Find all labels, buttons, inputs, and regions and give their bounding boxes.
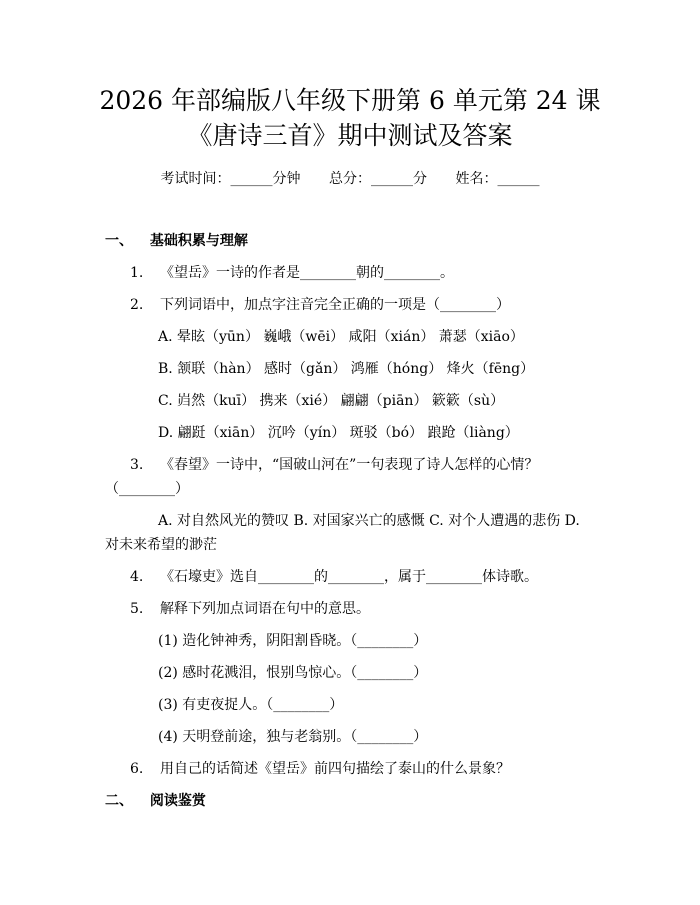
q2-option-c: C. 岿然（kuī） 携来（xié） 翩翩（piān） 簌簌（sù） xyxy=(158,393,505,409)
question-number: 4. xyxy=(130,569,144,585)
page-title-line-2: 《唐诗三首》期中测试及答案 xyxy=(187,121,513,150)
q2-option-d: D. 翩跹（xiān） 沉吟（yín） 斑驳（bó） 踉跄（liàng） xyxy=(158,425,519,441)
q5-item-3: (3) 有吏夜捉人。（________） xyxy=(158,697,344,713)
student-name: 姓名：______ xyxy=(455,171,540,187)
q2-option-b: B. 颔联（hàn） 感时（gǎn） 鸿雁（hóng） 烽火（fēng） xyxy=(158,361,535,377)
question-number: 5. xyxy=(130,601,144,617)
question-text: 解释下列加点词语在句中的意思。 xyxy=(160,601,370,617)
q2-option-a: A. 晕眩（yūn） 巍峨（wēi） 咸阳（xián） 萧瑟（xiāo） xyxy=(158,329,524,345)
section-title: 阅读鉴赏 xyxy=(149,793,206,809)
question-3 xyxy=(130,454,538,474)
section-label: 二、 xyxy=(105,793,133,809)
exam-time: 考试时间：______分钟 xyxy=(160,171,301,187)
q5-item-2: (2) 感时花溅泪，恨别鸟惊心。（________） xyxy=(158,665,428,681)
question-6 xyxy=(130,758,510,778)
page-title-line-1: 2026 年部编版八年级下册第 6 单元第 24 课 xyxy=(99,86,601,115)
question-2 xyxy=(130,294,510,314)
question-5 xyxy=(130,598,370,618)
q5-item-4: (4) 天明登前途，独与老翁别。（________） xyxy=(158,729,428,745)
q3-options-line-2: 对未来希望的渺茫 xyxy=(105,537,217,553)
question-text: 用自己的话简述《望岳》前四句描绘了泰山的什么景象？ xyxy=(160,761,510,777)
section-title: 基础积累与理解 xyxy=(149,233,248,249)
question-number: 1. xyxy=(130,265,144,281)
question-number: 3. xyxy=(130,457,144,473)
q3-options-line-1: A. 对自然风光的赞叹 B. 对国家兴亡的感慨 C. 对个人遭遇的悲伤 D. xyxy=(158,513,580,529)
question-number: 6. xyxy=(130,761,144,777)
question-text: 《石壕吏》选自________的________，属于________体诗歌。 xyxy=(160,569,538,585)
question-number: 2. xyxy=(130,297,144,313)
question-4 xyxy=(130,566,538,586)
q3-answer-blank: （________） xyxy=(105,481,189,497)
question-1 xyxy=(130,262,454,282)
question-text: 《春望》一诗中，“国破山河在”一句表现了诗人怎样的心情？ xyxy=(160,457,539,473)
q5-item-1: (1) 造化钟神秀，阴阳割昏晓。（________） xyxy=(158,633,428,649)
section-heading-1 xyxy=(105,230,248,250)
section-label: 一、 xyxy=(105,233,133,249)
exam-meta xyxy=(0,168,700,188)
question-text: 《望岳》一诗的作者是________朝的________。 xyxy=(160,265,454,281)
section-heading-2 xyxy=(105,790,206,810)
question-text: 下列词语中，加点字注音完全正确的一项是（________） xyxy=(160,297,510,313)
exam-total-score: 总分：______分 xyxy=(329,171,427,187)
